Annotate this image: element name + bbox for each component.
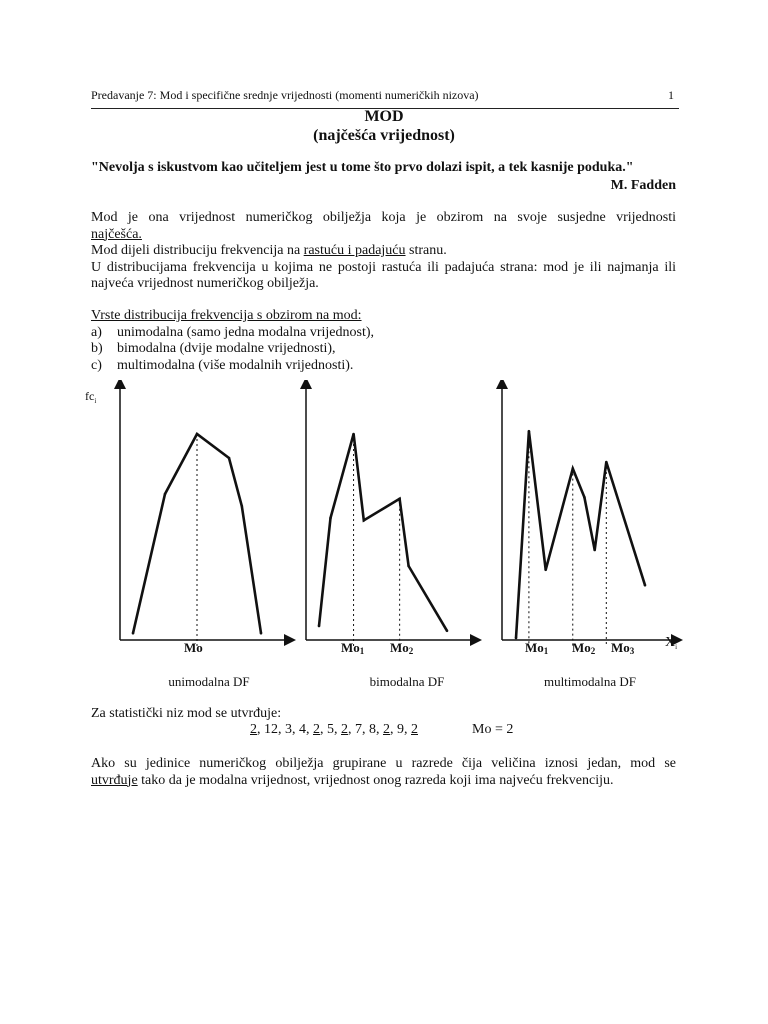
series-value: 12 [264,722,278,737]
series-separator: , [404,722,411,737]
mode-figure [0,380,768,700]
epigraph-quote: "Nevolja s iskustvom kao učiteljem jest u tome što prvo dolazi ispit, a tek kasnije poduka." [91,160,634,175]
intro-line-2: najčešća. [91,226,142,242]
intro-line-1: Mod je ona vrijednost numeričkog obilježja koja je obzirom na svoje susjedne vrijednosti [91,210,676,225]
example-intro: Za statistički niz mod se utvrđuje: [91,706,282,721]
series-value: 2 [250,722,257,737]
series-separator: , [257,722,264,737]
closing-line-2 [91,773,676,790]
polygon-vertex [544,569,547,572]
polygon-vertex [318,625,321,628]
frequency-polygon [516,431,645,638]
epigraph-author: M. Fadden [610,178,676,193]
series-separator: , [334,722,341,737]
intro-p2-underlined: rastuću i padajuću [303,243,406,258]
series-separator: , [376,722,383,737]
series-separator: , [390,722,397,737]
x-axis-label: $X_i$ [665,635,678,651]
polygon-vertex [241,505,244,508]
series-separator: , [306,722,313,737]
page-subtitle: (najčešća vrijednost) [313,127,455,144]
list-item [91,325,676,342]
series-value: 7 [355,722,362,737]
types-list [91,308,676,374]
caption-multimodal: multimodalna DF [543,674,637,689]
intro-paragraph [91,210,676,293]
page-title: MOD [364,108,404,125]
mode-label-multi-3: Mo3 [611,640,635,656]
mode-label-bi-2: Mo2 [390,640,414,656]
list-item [91,341,676,358]
polygon-vertex [329,517,332,520]
polygon-vertex [515,637,518,640]
series-value: 2 [313,722,320,737]
list-item-text: bimodalna (dvije modalne vrijednosti), [117,341,336,356]
mode-label-multi-2: Mo2 [572,640,596,656]
polygon-vertex [593,549,596,552]
list-item-label: a) [91,324,102,340]
series-value: 4 [299,722,306,737]
intro-p2-before: Mod dijeli distribuciju frekvencija na [91,243,304,258]
caption-unimodal: unimodalna DF [168,674,250,689]
series-value: 2 [341,722,348,737]
polygon-vertex [407,565,410,568]
series-value: 2 [411,722,418,737]
types-heading: Vrste distribucija frekvencija s obzirom na mod: [91,308,362,323]
y-axis-label: $fc_i$ [85,389,97,405]
series-value: 2 [383,722,390,737]
polygon-vertex [363,519,366,522]
list-item-label: b) [91,341,103,356]
series-separator: , [348,722,355,737]
page-number: 1 [668,88,674,102]
closing-paragraph [91,756,676,789]
list-item-text: unimodalna (samo jedna modalna vrijednost), [117,324,374,340]
polygon-vertex [228,457,231,460]
series-value: 3 [285,722,292,737]
intro-p2-after: stranu. [405,243,447,258]
polygon-vertex [260,632,263,635]
series-separator: , [362,722,369,737]
polygon-vertex [446,630,449,633]
closing-underlined-word: utvrđuje [91,772,138,788]
list-item [91,358,676,375]
polygon-vertex [132,632,135,635]
intro-line-4: U distribucijama frekvencija u kojima ne postoji rastuća ili padajuća strana: mod je ili najmanja ili [91,259,676,275]
closing-line-1: Ako su jedinice numeričkog obilježja grupirane u razrede čija veličina iznosi jedan, mod se [91,756,676,771]
list-item-label: c) [91,357,102,373]
intro-line-3 [91,243,676,260]
mode-label-uni: Mo [184,640,203,655]
series-value: 8 [369,722,376,737]
list-item-text: multimodalna (više modalnih vrijednosti). [117,357,354,373]
frequency-polygon [133,434,261,633]
intro-line-5: najveća vrijednost numeričkog obilježja. [91,276,319,291]
frequency-polygon [319,434,447,631]
example-result: Mo = 2 [472,722,514,737]
running-header: Predavanje 7: Mod i specifične srednje vrijednosti (momenti numeričkih nizova) [91,88,479,102]
mode-label-multi-1: Mo1 [525,640,549,656]
series-separator: , [278,722,285,737]
polygon-vertex [164,493,167,496]
series-value: 5 [327,722,334,737]
series-separator: , [320,722,327,737]
series-separator: , [292,722,299,737]
polygon-vertex [644,584,647,587]
caption-bimodal: bimodalna DF [369,674,445,689]
mode-label-bi-1: Mo1 [341,640,365,656]
polygon-vertex [583,496,586,499]
closing-line-2-rest: tako da je modalna vrijednost, vrijednost onog razreda koji ima najveću frekvenciju. [137,772,614,788]
series-value: 9 [397,722,404,737]
